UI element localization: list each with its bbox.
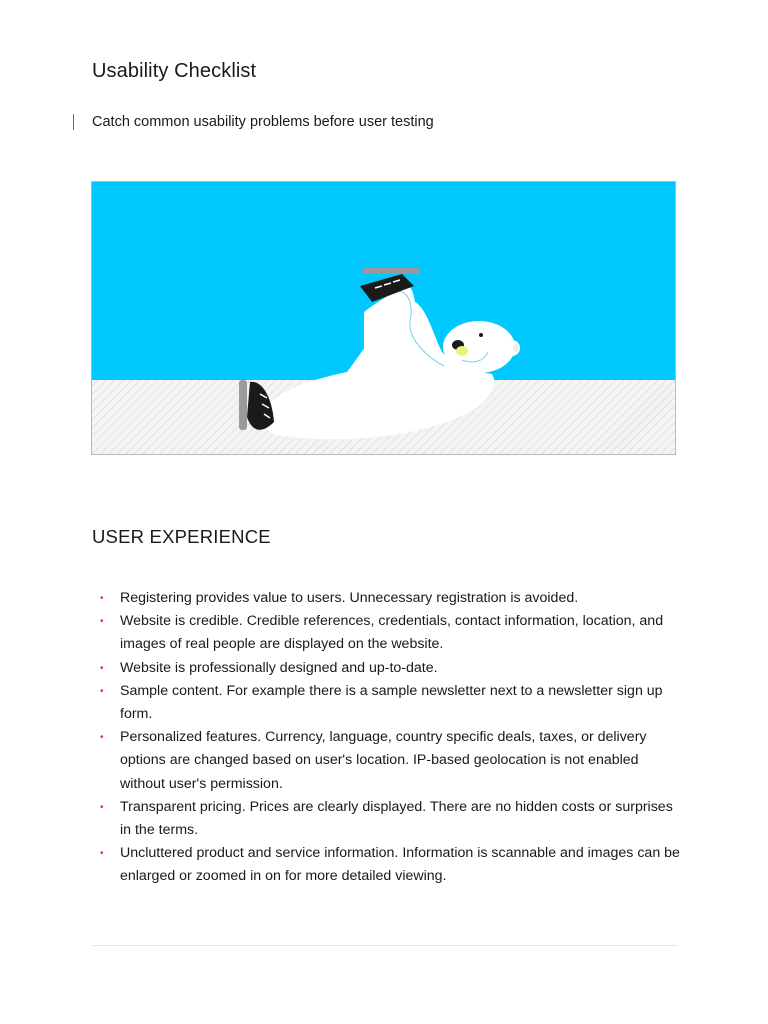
list-item-text: Uncluttered product and service information. Information is scannable and images can be enlarged or zoomed in on for more detailed viewing. — [120, 845, 680, 885]
list-item — [100, 587, 680, 610]
section-heading: USER EXPERIENCE — [92, 526, 271, 547]
list-item-text: Website is professionally designed and up-to-date. — [120, 659, 438, 676]
bullet-icon: • — [100, 593, 104, 604]
list-item — [100, 796, 680, 842]
hero-illustration — [91, 181, 676, 455]
list-item-text: Website is credible. Credible references, credentials, contact information, location, and images of real people are displayed on the website. — [120, 613, 664, 653]
bullet-icon: • — [100, 732, 104, 744]
list-item-text: Registering provides value to users. Unnecessary registration is avoided. — [120, 590, 579, 606]
bullet-icon: • — [100, 616, 104, 628]
list-item-text: Transparent pricing. Prices are clearly displayed. There are no hidden costs or surprises in the terms. — [120, 798, 673, 839]
page-title: Usability Checklist — [92, 60, 257, 82]
list-item — [100, 610, 680, 656]
bullet-icon: • — [100, 685, 104, 697]
bullet-icon: • — [100, 848, 104, 860]
list-item-text: Sample content. For example there is a sample newsletter next to a newsletter sign up form. — [120, 682, 663, 723]
checklist — [100, 587, 680, 889]
list-item — [100, 680, 680, 726]
list-item — [100, 726, 680, 796]
bullet-icon: • — [100, 662, 104, 674]
page-subtitle: Catch common usability problems before user testing — [92, 114, 434, 130]
bullet-icon: • — [100, 801, 104, 813]
list-item-text: Personalized features. Currency, language, country specific deals, taxes, or delivery options are changed based on user's location. IP-based geolocation is not enabled without user's permission. — [120, 729, 647, 792]
list-item — [100, 842, 680, 888]
subtitle-accent-bar — [73, 114, 74, 130]
list-item — [100, 657, 680, 680]
bottom-divider — [92, 945, 677, 946]
